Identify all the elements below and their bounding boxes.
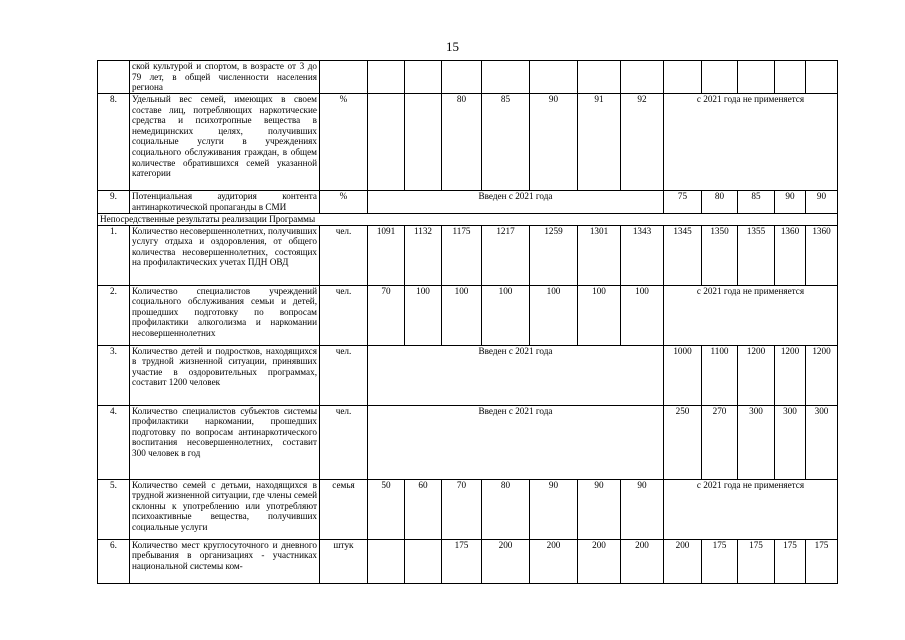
- row-number: [98, 61, 130, 94]
- value-cell: [368, 539, 405, 583]
- row-unit: чел.: [320, 405, 368, 479]
- value-cell: 175: [806, 539, 838, 583]
- value-cell: 1091: [368, 225, 405, 285]
- value-cell: 70: [368, 285, 405, 345]
- section-row: [98, 214, 838, 226]
- row-unit: %: [320, 94, 368, 191]
- value-cell: 1345: [664, 225, 702, 285]
- value-cell: 1259: [530, 225, 578, 285]
- value-cell: [405, 94, 442, 191]
- table-row: [98, 285, 838, 345]
- value-cell: 90: [530, 94, 578, 191]
- table-row: [98, 405, 838, 479]
- value-cell: [775, 61, 806, 94]
- value-cell: [442, 61, 482, 94]
- value-cell: [578, 61, 621, 94]
- row-unit: чел.: [320, 345, 368, 405]
- value-cell: 1000: [664, 345, 702, 405]
- value-cell: 50: [368, 479, 405, 539]
- introduced-note: Введен с 2021 года: [368, 345, 664, 405]
- value-cell: 1360: [775, 225, 806, 285]
- indicators-table: [97, 60, 838, 584]
- value-cell: 90: [775, 191, 806, 214]
- row-description: Количество детей и подростков, находящихся в трудной жизненной ситуации, принявших участие в оздоровительных программах, составит 1200 человек: [130, 345, 320, 405]
- value-cell: [368, 61, 405, 94]
- value-cell: 1360: [806, 225, 838, 285]
- row-unit: [320, 61, 368, 94]
- table-row: [98, 345, 838, 405]
- not-applied-note: с 2021 года не применяется: [664, 479, 838, 539]
- row-number: 9.: [98, 191, 130, 214]
- value-cell: [702, 61, 738, 94]
- value-cell: 300: [738, 405, 775, 479]
- value-cell: [621, 61, 664, 94]
- value-cell: 1217: [482, 225, 530, 285]
- value-cell: [738, 61, 775, 94]
- value-cell: 80: [702, 191, 738, 214]
- row-description: Количество специалистов учреждений социального обслуживания семьи и детей, прошедших подготовку по вопросам профилактики алкоголизма и наркомании несовершеннолетних: [130, 285, 320, 345]
- row-unit: штук: [320, 539, 368, 583]
- row-unit: семья: [320, 479, 368, 539]
- row-unit: %: [320, 191, 368, 214]
- row-description: Удельный вес семей, имеющих в своем составе лиц, потребляющих наркотические средства и психотропные вещества в немедицинских целях, получивших социальные услуги в учреждениях социального обслуживания граждан, в общем количестве обратившихся семей указанной категории: [130, 94, 320, 191]
- value-cell: 1200: [806, 345, 838, 405]
- value-cell: 80: [442, 94, 482, 191]
- value-cell: 270: [702, 405, 738, 479]
- value-cell: 1200: [775, 345, 806, 405]
- value-cell: 100: [530, 285, 578, 345]
- value-cell: 90: [530, 479, 578, 539]
- value-cell: 200: [578, 539, 621, 583]
- value-cell: 175: [738, 539, 775, 583]
- table-row: [98, 94, 838, 191]
- row-number: 2.: [98, 285, 130, 345]
- value-cell: 300: [806, 405, 838, 479]
- value-cell: 100: [442, 285, 482, 345]
- row-unit: чел.: [320, 285, 368, 345]
- row-description: ской культурой и спортом, в возрасте от 3 до 79 лет, в общей численности населения региона: [130, 61, 320, 94]
- value-cell: 60: [405, 479, 442, 539]
- value-cell: 75: [664, 191, 702, 214]
- value-cell: 1175: [442, 225, 482, 285]
- value-cell: [368, 94, 405, 191]
- table-row: [98, 61, 838, 94]
- value-cell: [530, 61, 578, 94]
- value-cell: 100: [578, 285, 621, 345]
- page-number: 15: [446, 39, 459, 54]
- value-cell: 70: [442, 479, 482, 539]
- row-number: 8.: [98, 94, 130, 191]
- value-cell: 1200: [738, 345, 775, 405]
- value-cell: 175: [442, 539, 482, 583]
- row-unit: чел.: [320, 225, 368, 285]
- row-description: Потенциальная аудитория контента антинаркотической пропаганды в СМИ: [130, 191, 320, 214]
- row-description: Количество мест круглосуточного и дневного пребывания в организациях - участниках национальной системы ком-: [130, 539, 320, 583]
- value-cell: 200: [621, 539, 664, 583]
- value-cell: 90: [621, 479, 664, 539]
- value-cell: 300: [775, 405, 806, 479]
- value-cell: 1355: [738, 225, 775, 285]
- value-cell: 85: [738, 191, 775, 214]
- value-cell: [405, 61, 442, 94]
- row-number: 6.: [98, 539, 130, 583]
- section-title: Непосредственные результаты реализации Программы: [98, 214, 838, 226]
- row-number: 3.: [98, 345, 130, 405]
- table-row: [98, 479, 838, 539]
- value-cell: [806, 61, 838, 94]
- not-applied-note: с 2021 года не применяется: [664, 94, 838, 191]
- value-cell: 1132: [405, 225, 442, 285]
- value-cell: 85: [482, 94, 530, 191]
- row-number: 5.: [98, 479, 130, 539]
- value-cell: 175: [775, 539, 806, 583]
- value-cell: [664, 61, 702, 94]
- value-cell: 1100: [702, 345, 738, 405]
- value-cell: 200: [482, 539, 530, 583]
- value-cell: 100: [482, 285, 530, 345]
- table-row: [98, 225, 838, 285]
- value-cell: 250: [664, 405, 702, 479]
- row-description: Количество семей с детьми, находящихся в трудной жизненной ситуации, где члены семей склонны к употреблению или употребляют психоактивные вещества, получивших социальные услуги: [130, 479, 320, 539]
- value-cell: 175: [702, 539, 738, 583]
- row-description: Количество несовершеннолетних, получивших услугу отдыха и оздоровления, от общего количества несовершеннолетних, состоящих на профилактических учетах ПДН ОВД: [130, 225, 320, 285]
- value-cell: 1350: [702, 225, 738, 285]
- value-cell: 1301: [578, 225, 621, 285]
- not-applied-note: с 2021 года не применяется: [664, 285, 838, 345]
- value-cell: [482, 61, 530, 94]
- value-cell: 90: [578, 479, 621, 539]
- value-cell: 91: [578, 94, 621, 191]
- value-cell: 100: [405, 285, 442, 345]
- introduced-note: Введен с 2021 года: [368, 191, 664, 214]
- table-row: [98, 191, 838, 214]
- value-cell: 200: [664, 539, 702, 583]
- value-cell: 100: [621, 285, 664, 345]
- value-cell: 200: [530, 539, 578, 583]
- introduced-note: Введен с 2021 года: [368, 405, 664, 479]
- value-cell: 90: [806, 191, 838, 214]
- row-number: 4.: [98, 405, 130, 479]
- row-number: 1.: [98, 225, 130, 285]
- value-cell: 92: [621, 94, 664, 191]
- value-cell: [405, 539, 442, 583]
- value-cell: 80: [482, 479, 530, 539]
- value-cell: 1343: [621, 225, 664, 285]
- row-description: Количество специалистов субъектов системы профилактики наркомании, прошедших подготовку по вопросам антинаркотического воспитания несовершеннолетних, составит 300 человек в год: [130, 405, 320, 479]
- table-row: [98, 539, 838, 583]
